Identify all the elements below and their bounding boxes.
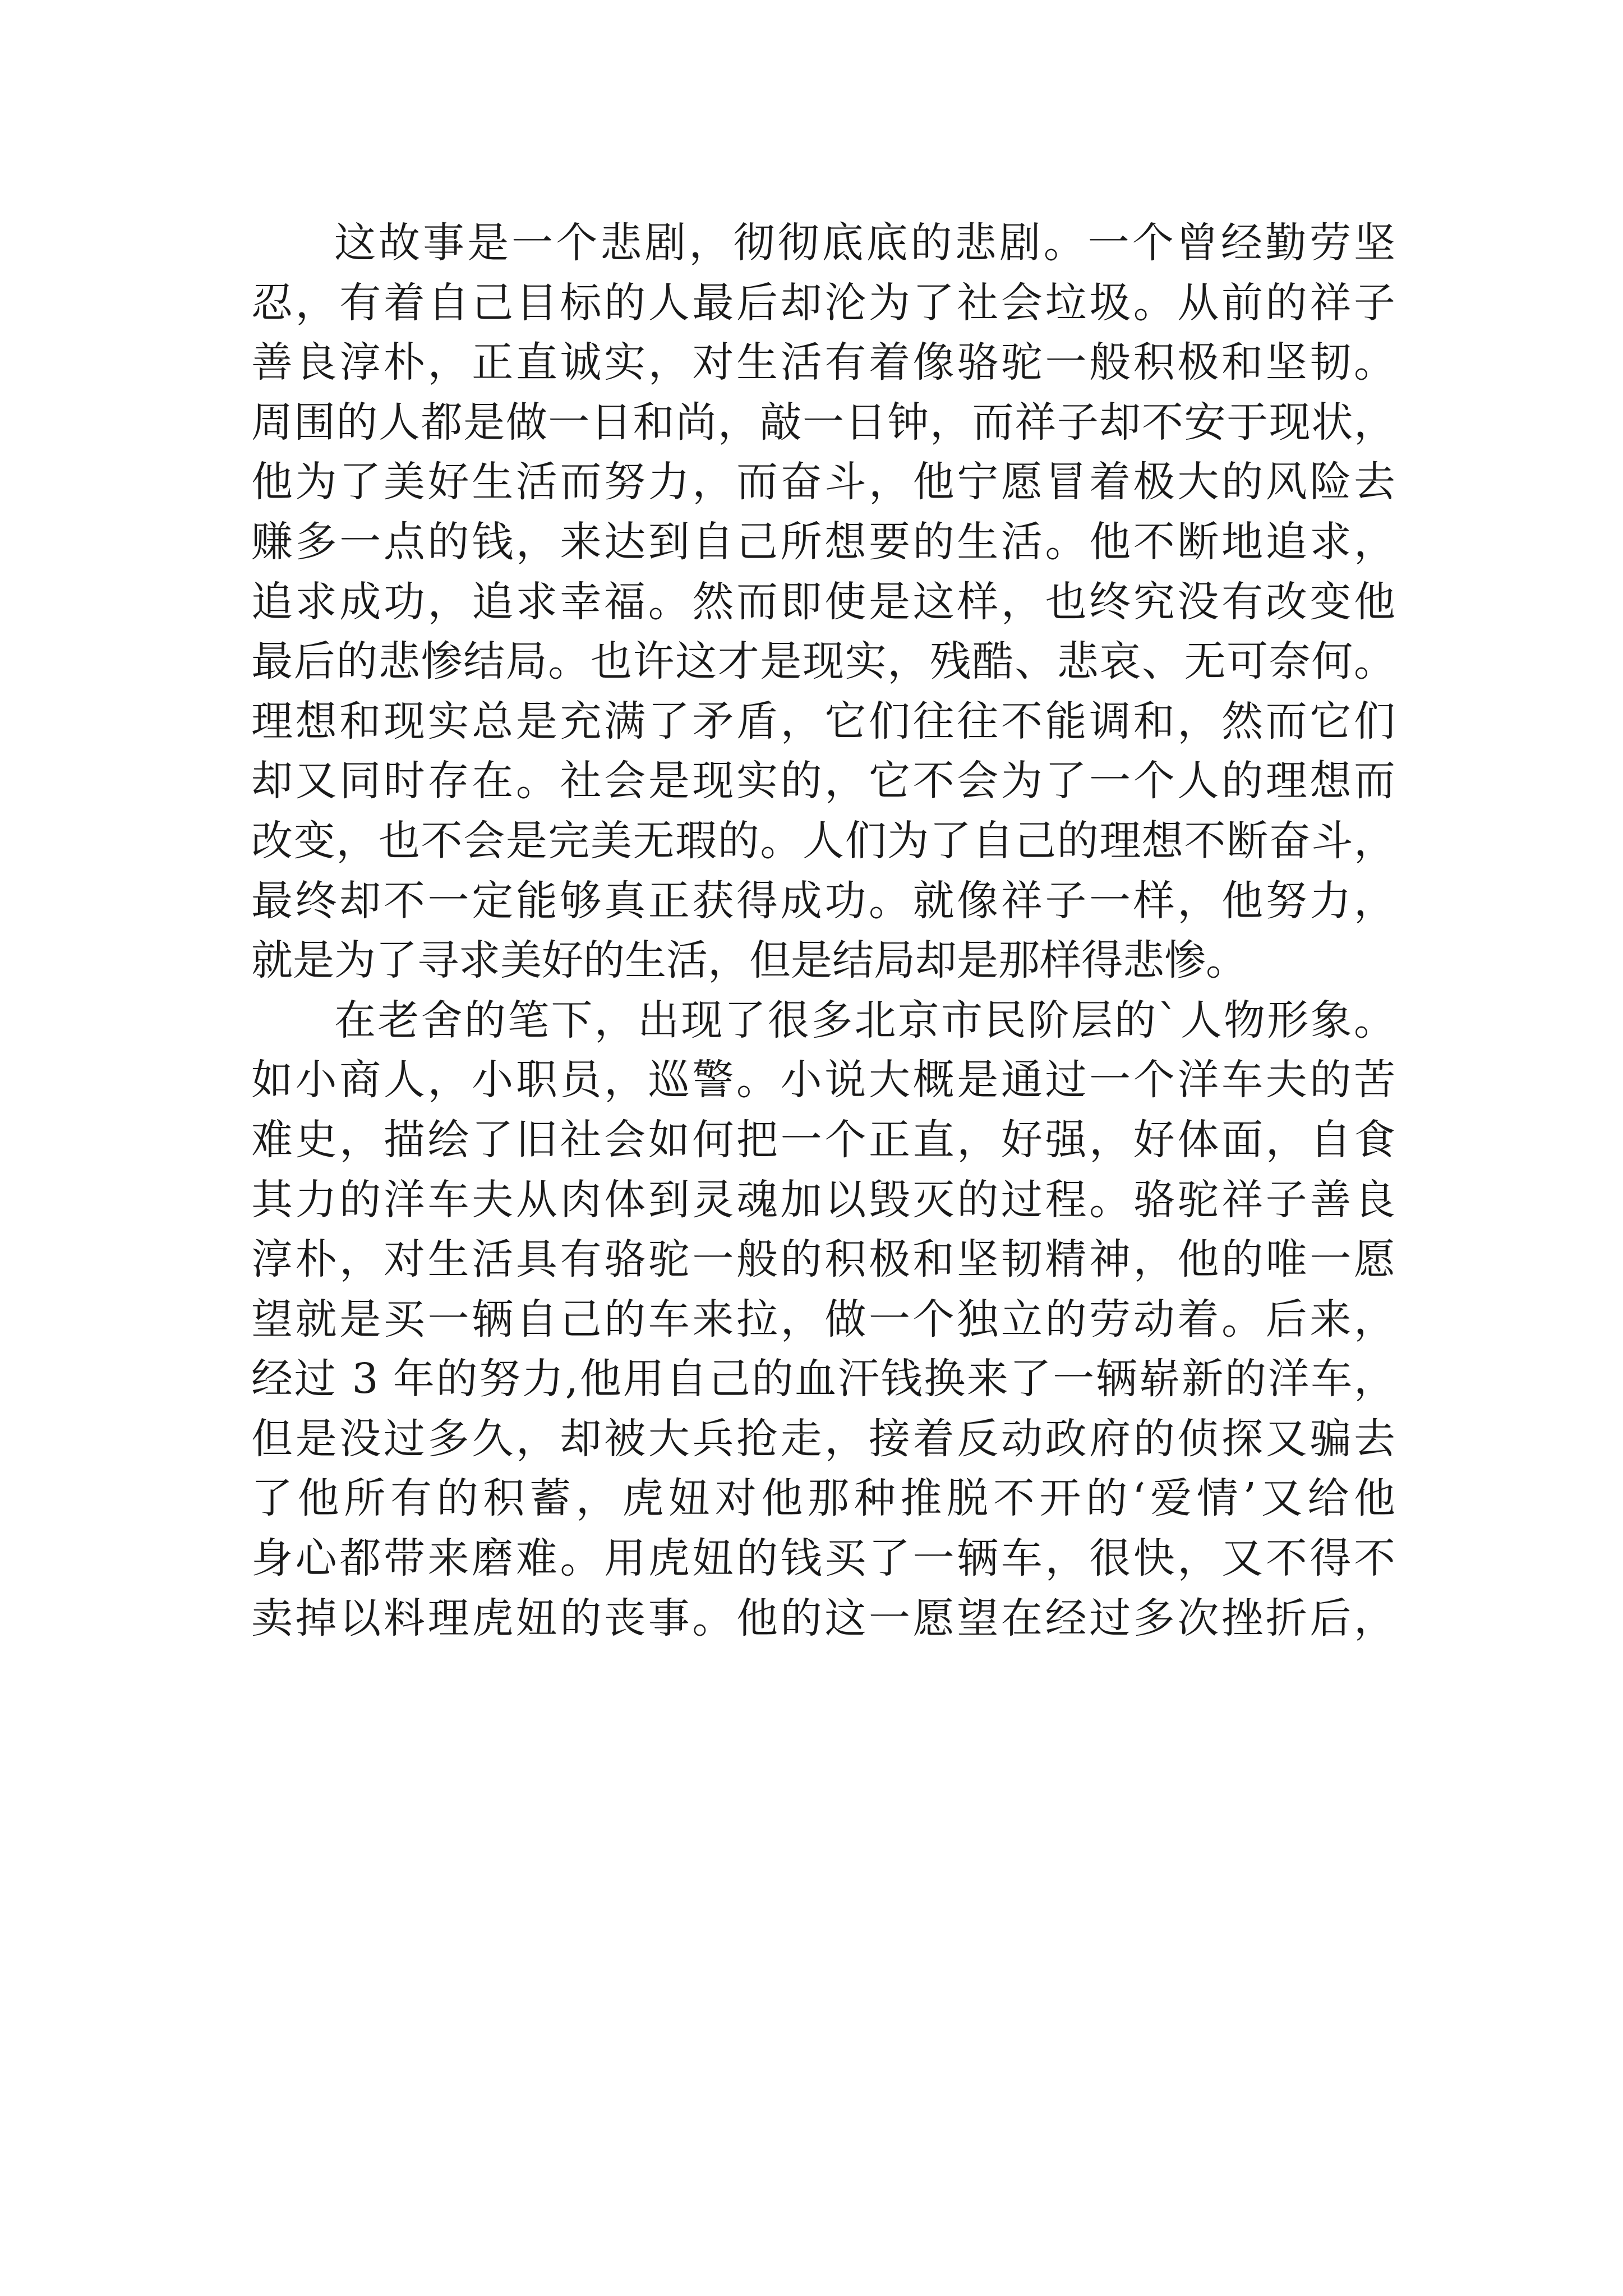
paragraph-1-line-3: 善良淳朴，正直诚实，对生活有着像骆驼一般积极和坚韧。 <box>251 338 1395 387</box>
paragraph-2-line-9: 了他所有的积蓄，虎妞对他那种推脱不开的‘爱情’又给他 <box>251 1474 1395 1523</box>
paragraph-1-line-5: 他为了美好生活而努力，而奋斗，他宁愿冒着极大的风险去 <box>251 458 1395 507</box>
paragraph-2-line-10: 身心都带来磨难。用虎妞的钱买了一辆车，很快，又不得不 <box>251 1534 1395 1583</box>
paragraph-1-line-13: 就是为了寻求美好的生活，但是结局却是那样得悲惨。 <box>251 936 1247 985</box>
paragraph-1-line-6: 赚多一点的钱，来达到自己所想要的生活。他不断地追求， <box>251 517 1395 566</box>
paragraph-2-line-8: 但是没过多久，却被大兵抢走，接着反动政府的侦探又骗去 <box>251 1414 1395 1463</box>
paragraph-2-line-4: 其力的洋车夫从肉体到灵魂加以毁灭的过程。骆驼祥子善良 <box>251 1175 1395 1224</box>
paragraph-2-line-5: 淳朴，对生活具有骆驼一般的积极和坚韧精神，他的唯一愿 <box>251 1235 1395 1284</box>
body-text <box>251 213 1395 1648</box>
paragraph-1-line-9: 理想和现实总是充满了矛盾，它们往往不能调和，然而它们 <box>251 697 1395 746</box>
paragraph-2-line-1: 在老舍的笔下，出现了很多北京市民阶层的`人物形象。 <box>334 996 1395 1045</box>
paragraph-1-line-8: 最后的悲惨结局。也许这才是现实，残酷、悲哀、无可奈何。 <box>251 637 1395 686</box>
paragraph-1-line-7: 追求成功，追求幸福。然而即使是这样，也终究没有改变他 <box>251 577 1395 626</box>
paragraph-2-line-2: 如小商人，小职员，巡警。小说大概是通过一个洋车夫的苦 <box>251 1056 1395 1105</box>
paragraph-1-line-12: 最终却不一定能够真正获得成功。就像祥子一样，他努力， <box>251 876 1395 925</box>
paragraph-1-line-2: 忍，有着自己目标的人最后却沦为了社会垃圾。从前的祥子 <box>251 278 1395 327</box>
paragraph-2-line-3: 难史，描绘了旧社会如何把一个正直，好强，好体面，自食 <box>251 1115 1395 1164</box>
paragraph-1-line-11: 改变，也不会是完美无瑕的。人们为了自己的理想不断奋斗， <box>251 816 1395 865</box>
paragraph-1-line-10: 却又同时存在。社会是现实的，它不会为了一个人的理想而 <box>251 757 1395 806</box>
paragraph-1-line-1: 这故事是一个悲剧，彻彻底底的悲剧。一个曾经勤劳坚 <box>334 219 1395 267</box>
paragraph-2-line-7: 经过 3 年的努力,他用自己的血汗钱换来了一辆崭新的洋车， <box>251 1355 1395 1404</box>
paragraph-2-line-6: 望就是买一辆自己的车来拉，做一个独立的劳动着。后来， <box>251 1295 1395 1343</box>
paragraph-2-line-11: 卖掉以料理虎妞的丧事。他的这一愿望在经过多次挫折后， <box>251 1594 1395 1642</box>
paragraph-1-line-4: 周围的人都是做一日和尚，敲一日钟，而祥子却不安于现状， <box>251 398 1395 447</box>
